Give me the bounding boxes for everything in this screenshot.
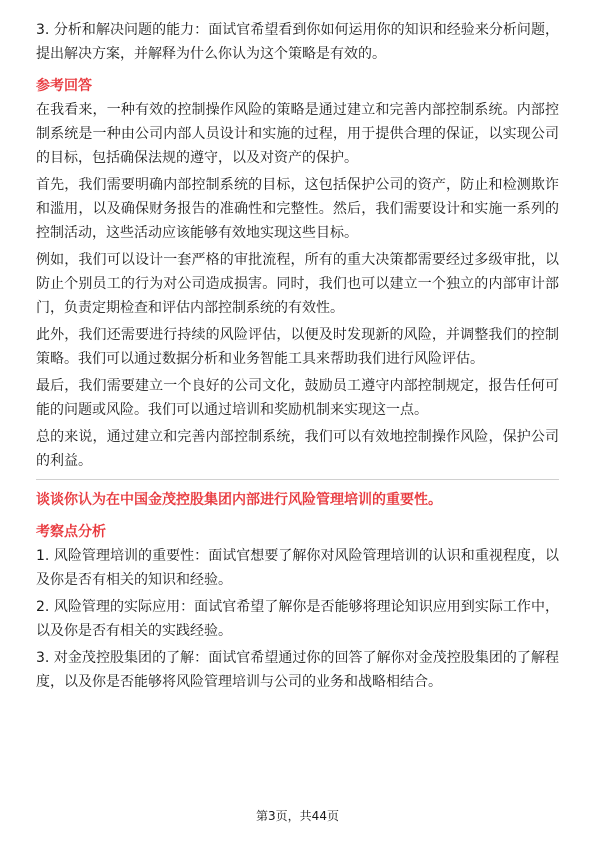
interview-question: 谈谈你认为在中国金茂控股集团内部进行风险管理培训的重要性。	[36, 492, 442, 508]
reference-answer-heading: 参考回答	[36, 78, 92, 94]
answer-paragraph-3: 例如，我们可以设计一套严格的审批流程，所有的重大决策都需要经过多级审批，以防止个别员工的行为对公司造成损害。同时，我们也可以建立一个独立的内部审计部门，负责定期检查和评估内部控制系统的有效性。	[36, 252, 559, 316]
answer-paragraph-5: 最后，我们需要建立一个良好的公司文化，鼓励员工遵守内部控制规定，报告任何可能的问题或风险。我们可以通过培训和奖励机制来实现这一点。	[36, 378, 559, 418]
answer-paragraph-2: 首先，我们需要明确内部控制系统的目标，这包括保护公司的资产，防止和检测欺诈和滥用，以及确保财务报告的准确性和完整性。然后，我们需要设计和实施一系列的控制活动，这些活动应该能够有效地实现这些目标。	[36, 177, 559, 241]
analysis-item-1: 1. 风险管理培训的重要性：面试官想要了解你对风险管理培训的认识和重视程度，以及你是否有相关的知识和经验。	[36, 548, 559, 588]
analysis-heading: 考察点分析	[36, 524, 106, 540]
section-divider	[36, 479, 559, 480]
answer-paragraph-4: 此外，我们还需要进行持续的风险评估，以便及时发现新的风险，并调整我们的控制策略。我们可以通过数据分析和业务智能工具来帮助我们进行风险评估。	[36, 327, 559, 367]
answer-paragraph-1: 在我看来，一种有效的控制操作风险的策略是通过建立和完善内部控制系统。内部控制系统是一种由公司内部人员设计和实施的过程，用于提供合理的保证，以实现公司的目标，包括确保法规的遵守，以及对资产的保护。	[36, 102, 559, 166]
analysis-item-3: 3. 对金茂控股集团的了解：面试官希望通过你的回答了解你对金茂控股集团的了解程度，以及你是否能够将风险管理培训与公司的业务和战略相结合。	[36, 650, 559, 690]
document-page	[36, 18, 559, 697]
answer-paragraph-6: 总的来说，通过建立和完善内部控制系统，我们可以有效地控制操作风险，保护公司的利益。	[36, 429, 559, 469]
intro-item: 3. 分析和解决问题的能力：面试官希望看到你如何运用你的知识和经验来分析问题，提出解决方案，并解释为什么你认为这个策略是有效的。	[36, 22, 559, 62]
page-number-footer: 第3页，共44页	[256, 809, 339, 823]
analysis-item-2: 2. 风险管理的实际应用：面试官希望了解你是否能够将理论知识应用到实际工作中，以及你是否有相关的实践经验。	[36, 599, 559, 639]
